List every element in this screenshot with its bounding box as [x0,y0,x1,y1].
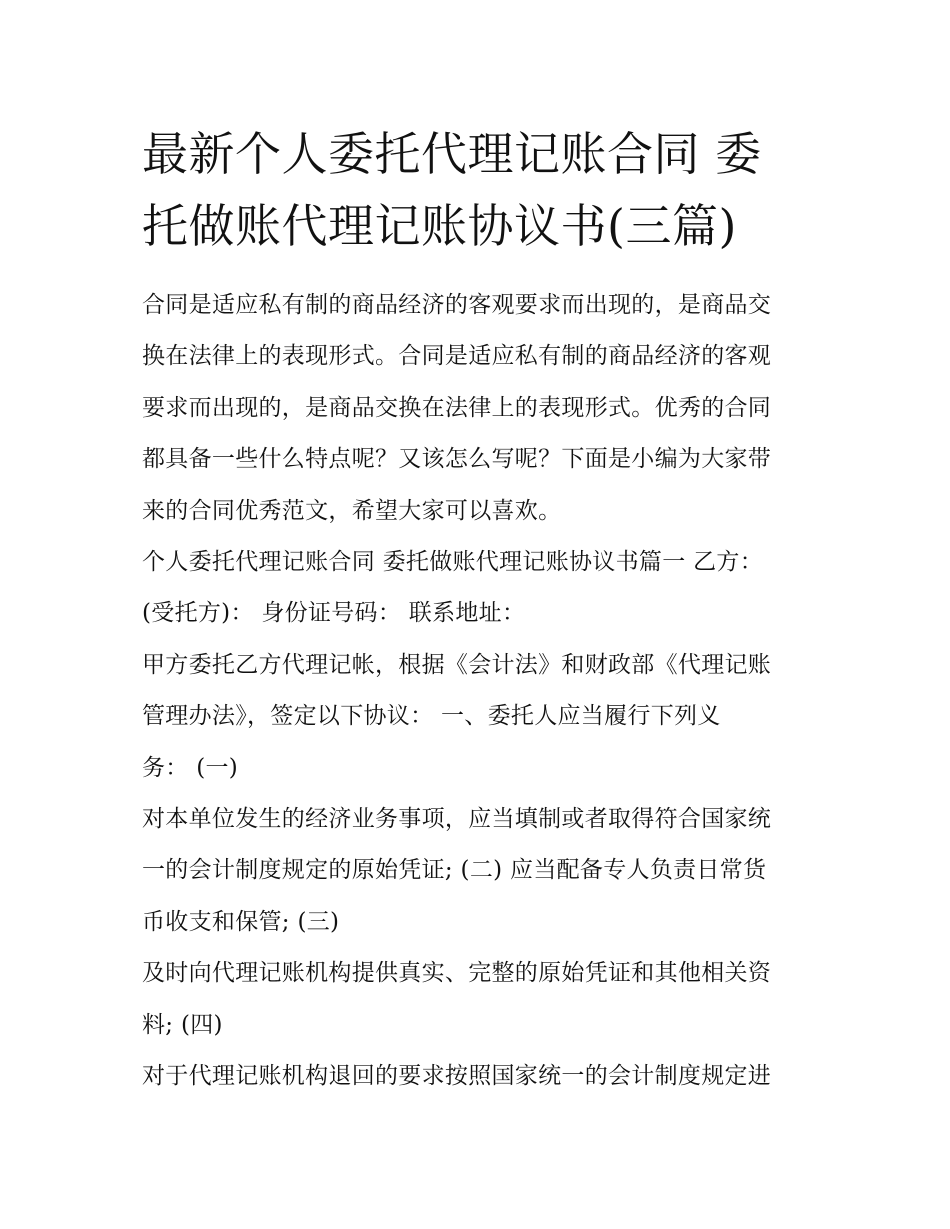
body-line: (受托方)： 身份证号码： 联系地址： [142,600,526,627]
document-title [142,118,814,262]
title-line: 最新个人委托代理记账合同 委 [142,127,762,181]
body-line: 甲方委托乙方代理记帐，根据《会计法》和财政部《代理记账 [142,651,772,678]
body-line: 合同是适应私有制的商品经济的客观要求而出现的，是商品交 [142,292,772,318]
body-line: 及时向代理记账机构提供真实、完整的原始凭证和其他相关资 [142,960,772,987]
title-line: 托做账代理记账协议书(三篇) [142,199,737,253]
body-line: 对本单位发生的经济业务事项，应当填制或者取得符合国家统 [142,806,772,833]
body-line: 务： (一) [142,754,239,781]
document-body [142,280,814,1103]
body-line: 要求而出现的，是商品交换在法律上的表现形式。优秀的合同 [142,394,772,421]
body-line: 管理办法》，签定以下协议： 一、委托人应当履行下列义 [142,703,721,730]
body-line: 一的会计制度规定的原始凭证; (二) 应当配备专人负责日常货 [142,857,767,884]
body-line: 个人委托代理记账合同 委托做账代理记账协议书篇一 乙方： [142,549,764,576]
document-page [142,118,814,1103]
body-line: 币收支和保管; (三) [142,908,340,935]
body-line: 都具备一些什么特点呢？又该怎么写呢？下面是小编为大家带 [142,446,772,473]
body-line: 对于代理记账机构退回的要求按照国家统一的会计制度规定进 [142,1063,772,1090]
body-line: 料; (四) [142,1011,223,1038]
body-line: 来的合同优秀范文，希望大家可以喜欢。 [142,497,562,524]
body-line: 换在法律上的表现形式。合同是适应私有制的商品经济的客观 [142,343,772,370]
